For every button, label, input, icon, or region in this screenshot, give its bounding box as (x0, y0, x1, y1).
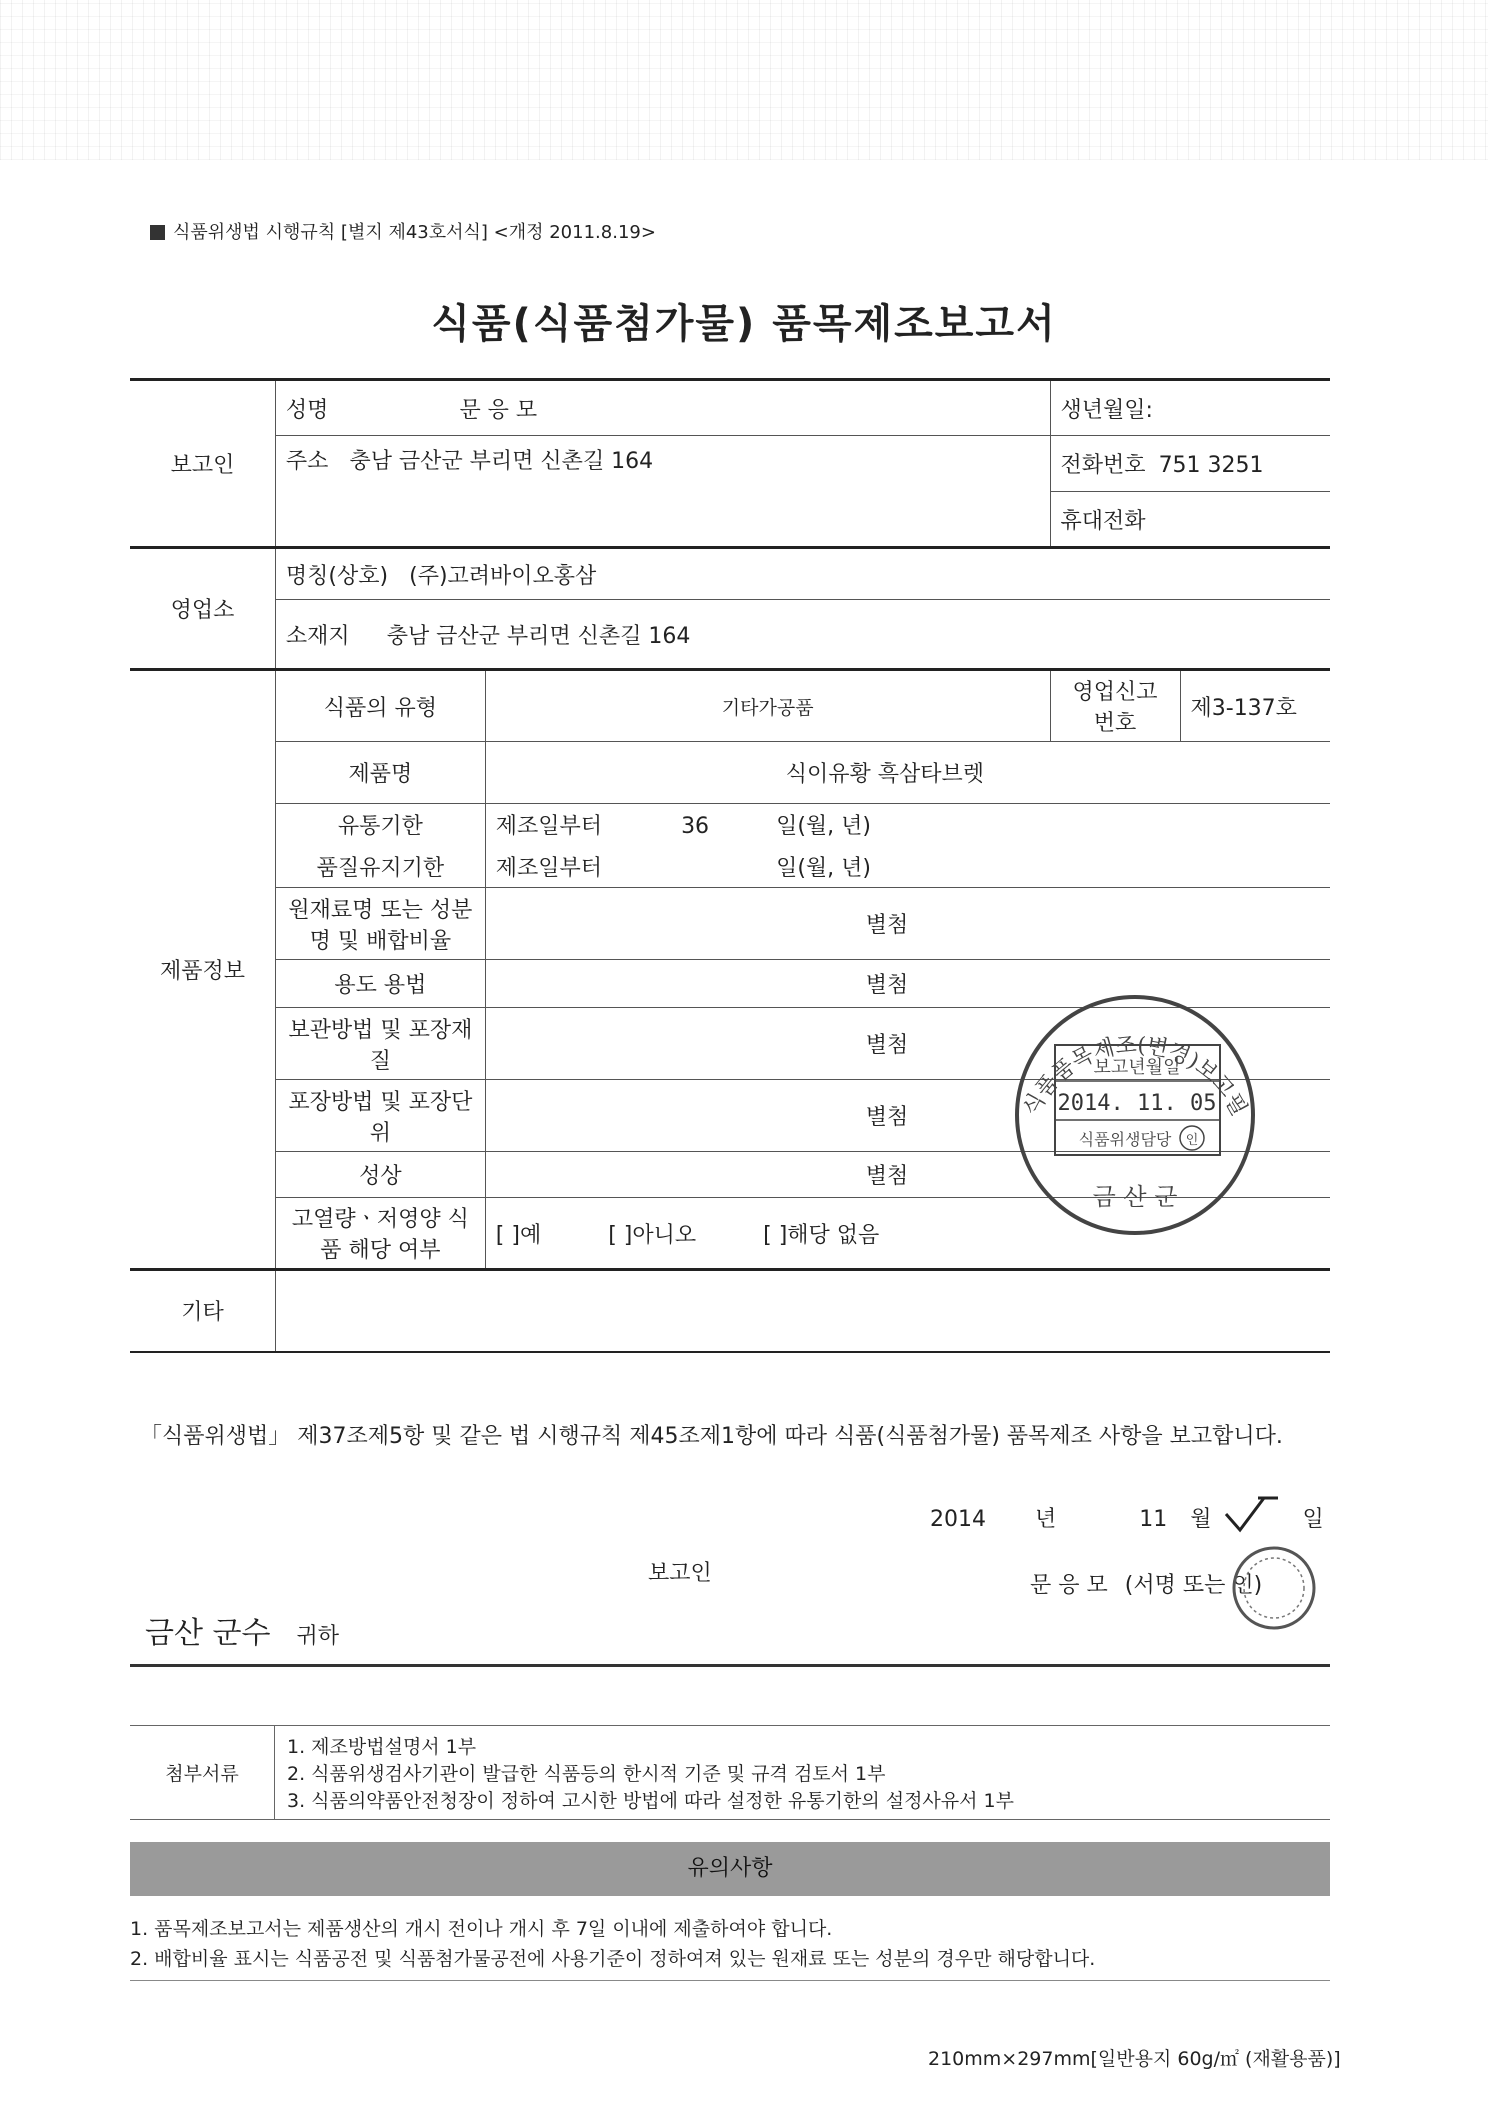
reporter-name-cell (275, 380, 1050, 436)
mobile-label: 휴대전화 (1060, 508, 1146, 534)
personal-seal-icon (1228, 1542, 1320, 1634)
section-etc: 기타 (130, 1270, 275, 1352)
usage-value: 별첨 (485, 960, 1330, 1008)
divider (130, 1980, 1330, 1981)
official-report-stamp (1000, 985, 1270, 1235)
packaging-label: 포장방법 및 포장단위 (275, 1080, 485, 1152)
high-calorie-label: 고열량ㆍ저영양 식품 해당 여부 (275, 1198, 485, 1270)
food-type-label: 식품의 유형 (275, 670, 485, 742)
scan-noise (0, 0, 1488, 160)
quality-period-label: 품질유지기한 (275, 846, 485, 888)
address-label: 주소 (285, 449, 329, 474)
notice-header: 유의사항 (130, 1842, 1330, 1896)
report-date: 2014 년 11 월 일 (930, 1507, 1324, 1532)
birth-label: 생년월일: (1060, 397, 1153, 423)
attachment-item: 2. 식품위생검사기관이 발급한 식품등의 한시적 기준 및 규격 검토서 1부 (287, 1763, 886, 1785)
divider (130, 1664, 1330, 1667)
product-name-value: 식이유황 흑삼타브렛 (485, 742, 1330, 804)
report-statement: 「식품위생법」 제37조제5항 및 같은 법 시행규칙 제45조제1항에 따라 식품(식품첨가물) 품목제조 사항을 보고합니다. (140, 1424, 1283, 1449)
appearance-value: 별첨 (485, 1152, 1330, 1198)
shelf-life-value: 제조일부터 36 일(월, 년) (485, 804, 1330, 846)
phone-value: 751 3251 (1158, 453, 1264, 478)
option-no[interactable]: [ ]아니오 (608, 1222, 697, 1248)
food-type-value: 기타가공품 (485, 670, 1050, 742)
phone-cell (1050, 436, 1330, 492)
ingredients-value: 별첨 (485, 888, 1330, 960)
stamp-line-3: 식품위생담당 (1078, 1130, 1172, 1149)
shelf-life-label: 유통기한 (275, 804, 485, 846)
reporter-address-cell (275, 436, 1050, 548)
name-value: 문 응 모 (459, 397, 538, 423)
paper-spec: 210mm×297mm[일반용지 60g/㎡ (재활용품)] (928, 2048, 1341, 2070)
reporter-label: 보고인 (648, 1561, 712, 1586)
handwritten-day-mark (1222, 1492, 1282, 1542)
location-label: 소재지 (285, 623, 350, 649)
square-bullet-icon (150, 225, 165, 240)
attachment-item: 1. 제조방법설명서 1부 (287, 1736, 477, 1758)
document-title: 식품(식품첨가물) 품목제조보고서 (431, 301, 1057, 347)
business-location-cell (275, 600, 1330, 670)
license-value: 제3-137호 (1180, 670, 1330, 742)
stamp-line-1: 보고년월일 (1093, 1057, 1181, 1078)
license-label: 영업신고 번호 (1050, 670, 1180, 742)
appearance-label: 성상 (275, 1152, 485, 1198)
reporter-signature: 문 응 모 (서명 또는 인) (1030, 1573, 1263, 1598)
location-value: 충남 금산군 부리면 신촌길 164 (386, 623, 691, 649)
business-name-value: (주)고려바이오홍삼 (409, 563, 597, 589)
mobile-cell (1050, 492, 1330, 548)
section-reporter: 보고인 (130, 380, 275, 548)
notice-item: 1. 품목제조보고서는 제품생산의 개시 전이나 개시 후 7일 이내에 제출하여야 합니다. (130, 1918, 833, 1940)
stamp-date: 2014. 11. 05 (1057, 1091, 1217, 1116)
name-label: 성명 (285, 397, 329, 423)
business-name-cell (275, 548, 1330, 600)
quality-period-value: 제조일부터 일(월, 년) (485, 846, 1330, 888)
form-reference: 식품위생법 시행규칙 [별지 제43호서식] <개정 2011.8.19> (150, 218, 656, 244)
ingredients-label: 원재료명 또는 성분명 및 배합비율 (275, 888, 485, 960)
attachments-table (130, 1725, 1330, 1820)
attachments-label: 첨부서류 (130, 1726, 275, 1820)
storage-label: 보관방법 및 포장재질 (275, 1008, 485, 1080)
etc-value[interactable] (275, 1270, 1330, 1352)
section-business: 영업소 (130, 548, 275, 670)
section-product: 제품정보 (130, 670, 275, 1270)
storage-value: 별첨 (485, 1008, 1330, 1080)
stamp-top-text: 식품품목제조(변경)보고필 (1018, 1032, 1252, 1121)
notice-item: 2. 배합비율 표시는 식품공전 및 식품첨가물공전에 사용기준이 정하여져 있는 원재료 또는 성분의 경우만 해당합니다. (130, 1948, 1096, 1970)
shelf-life-days: 36 (681, 814, 710, 840)
birth-cell (1050, 380, 1330, 436)
business-name-label: 명칭(상호) (285, 563, 389, 589)
phone-label: 전화번호 (1060, 453, 1146, 478)
notice-list (130, 1914, 1095, 1974)
option-not-applicable[interactable]: [ ]해당 없음 (763, 1222, 880, 1248)
product-name-label: 제품명 (275, 742, 485, 804)
recipient: 금산 군수 귀하 (145, 1616, 339, 1651)
stamp-bottom: 금 산 군 (1092, 1183, 1178, 1211)
attachments-list (275, 1726, 1331, 1820)
stamp-seal: 인 (1185, 1133, 1199, 1148)
option-yes[interactable]: [ ]예 (495, 1222, 542, 1248)
packaging-value: 별첨 (485, 1080, 1330, 1152)
attachment-item: 3. 식품의약품안전청장이 정하여 고시한 방법에 따라 설정한 유통기한의 설정사유서 1부 (287, 1790, 1014, 1812)
usage-label: 용도 용법 (275, 960, 485, 1008)
address-value: 충남 금산군 부리면 신촌길 164 (349, 449, 654, 474)
